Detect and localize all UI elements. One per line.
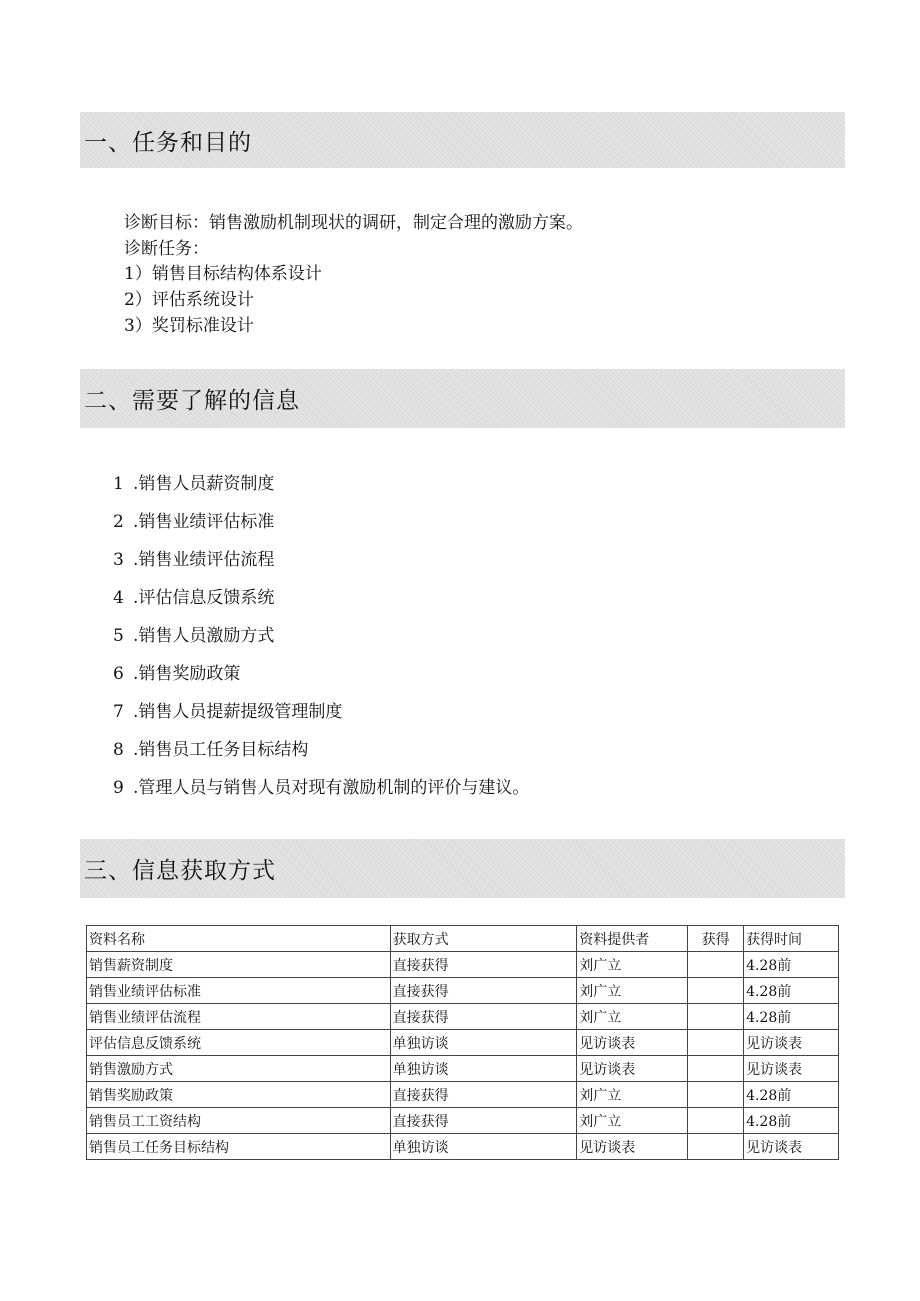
item-text: .销售人员薪资制度 bbox=[133, 474, 275, 494]
table-row bbox=[87, 1108, 839, 1134]
info-acquisition-table bbox=[86, 925, 839, 1160]
table-cell: 直接获得 bbox=[390, 978, 577, 1004]
item-text: .评估信息反馈系统 bbox=[133, 588, 275, 608]
table-cell: 见访谈表 bbox=[744, 1030, 839, 1056]
table-cell: 刘广立 bbox=[577, 1004, 688, 1030]
table-cell: 刘广立 bbox=[577, 1082, 688, 1108]
table-cell: 直接获得 bbox=[390, 1082, 577, 1108]
table-cell: 单独访谈 bbox=[390, 1134, 577, 1160]
table-row bbox=[87, 1030, 839, 1056]
table-cell: 4.28前 bbox=[744, 1004, 839, 1030]
column-header: 获得 bbox=[688, 926, 744, 952]
task-item: 1）销售目标结构体系设计 bbox=[124, 264, 322, 284]
section-header-required-info bbox=[80, 369, 845, 428]
item-number: 1 bbox=[113, 474, 124, 494]
info-list-item bbox=[113, 583, 274, 608]
table-row bbox=[87, 1082, 839, 1108]
section-title: 二、需要了解的信息 bbox=[84, 388, 300, 414]
item-text: .销售人员激励方式 bbox=[133, 626, 275, 646]
table-cell bbox=[688, 1056, 744, 1082]
table-cell bbox=[688, 952, 744, 978]
table-cell bbox=[688, 1082, 744, 1108]
info-list-item bbox=[113, 507, 274, 532]
info-list-item bbox=[113, 469, 274, 494]
diagnosis-task-label: 诊断任务： bbox=[124, 239, 209, 259]
item-text: .销售业绩评估标准 bbox=[133, 512, 275, 532]
item-number: 2 bbox=[113, 512, 124, 532]
item-text: .管理人员与销售人员对现有激励机制的评价与建议。 bbox=[133, 778, 530, 798]
item-number: 6 bbox=[113, 664, 124, 684]
table-cell: 见访谈表 bbox=[744, 1056, 839, 1082]
table-cell: 直接获得 bbox=[390, 952, 577, 978]
info-list-item bbox=[113, 545, 274, 570]
item-number: 8 bbox=[113, 740, 124, 760]
table-cell bbox=[688, 1134, 744, 1160]
table-cell: 销售薪资制度 bbox=[87, 952, 391, 978]
section-header-info-acquisition bbox=[80, 839, 845, 898]
item-number: 5 bbox=[113, 626, 124, 646]
section-title: 三、信息获取方式 bbox=[84, 858, 276, 884]
item-number: 9 bbox=[113, 778, 124, 798]
info-list-item bbox=[113, 697, 342, 722]
table-cell: 刘广立 bbox=[577, 1108, 688, 1134]
item-text: .销售业绩评估流程 bbox=[133, 550, 275, 570]
table-cell: 评估信息反馈系统 bbox=[87, 1030, 391, 1056]
table-cell: 见访谈表 bbox=[577, 1030, 688, 1056]
table-cell bbox=[688, 978, 744, 1004]
table-cell: 见访谈表 bbox=[577, 1134, 688, 1160]
section-title: 一、任务和目的 bbox=[84, 129, 252, 156]
table-row bbox=[87, 952, 839, 978]
table-cell: 4.28前 bbox=[744, 978, 839, 1004]
item-text: .销售员工任务目标结构 bbox=[133, 740, 309, 760]
column-header: 获取方式 bbox=[390, 926, 577, 952]
table-row bbox=[87, 1134, 839, 1160]
table-cell bbox=[688, 1108, 744, 1134]
table-cell bbox=[688, 1004, 744, 1030]
table-row bbox=[87, 1056, 839, 1082]
table-cell bbox=[688, 1030, 744, 1056]
item-number: 7 bbox=[113, 702, 124, 722]
table-cell: 见访谈表 bbox=[577, 1056, 688, 1082]
table-cell: 销售奖励政策 bbox=[87, 1082, 391, 1108]
table-cell: 销售员工工资结构 bbox=[87, 1108, 391, 1134]
task-item: 2）评估系统设计 bbox=[124, 290, 254, 310]
table-cell: 单独访谈 bbox=[390, 1030, 577, 1056]
info-list-item bbox=[113, 773, 529, 798]
table-cell: 销售业绩评估流程 bbox=[87, 1004, 391, 1030]
table-cell: 直接获得 bbox=[390, 1004, 577, 1030]
section-header-task-purpose bbox=[80, 112, 845, 168]
table-cell: 销售业绩评估标准 bbox=[87, 978, 391, 1004]
table-cell: 刘广立 bbox=[577, 952, 688, 978]
table-cell: 单独访谈 bbox=[390, 1056, 577, 1082]
table-cell: 4.28前 bbox=[744, 952, 839, 978]
item-number: 4 bbox=[113, 588, 124, 608]
table-cell: 4.28前 bbox=[744, 1082, 839, 1108]
column-header: 资料提供者 bbox=[577, 926, 688, 952]
column-header: 资料名称 bbox=[87, 926, 391, 952]
diagnosis-goal: 诊断目标：销售激励机制现状的调研，制定合理的激励方案。 bbox=[124, 213, 583, 233]
item-text: .销售奖励政策 bbox=[133, 664, 241, 684]
item-text: .销售人员提薪提级管理制度 bbox=[133, 702, 343, 722]
info-list-item bbox=[113, 621, 274, 646]
table-cell: 见访谈表 bbox=[744, 1134, 839, 1160]
table-cell: 4.28前 bbox=[744, 1108, 839, 1134]
column-header: 获得时间 bbox=[744, 926, 839, 952]
table-cell: 直接获得 bbox=[390, 1108, 577, 1134]
table-cell: 销售激励方式 bbox=[87, 1056, 391, 1082]
table-row bbox=[87, 1004, 839, 1030]
task-item: 3）奖罚标准设计 bbox=[124, 316, 254, 336]
table-header-row bbox=[87, 926, 839, 952]
info-list-item bbox=[113, 735, 308, 760]
table-row bbox=[87, 978, 839, 1004]
item-number: 3 bbox=[113, 550, 124, 570]
info-list-item bbox=[113, 659, 240, 684]
table-cell: 刘广立 bbox=[577, 978, 688, 1004]
table-cell: 销售员工任务目标结构 bbox=[87, 1134, 391, 1160]
